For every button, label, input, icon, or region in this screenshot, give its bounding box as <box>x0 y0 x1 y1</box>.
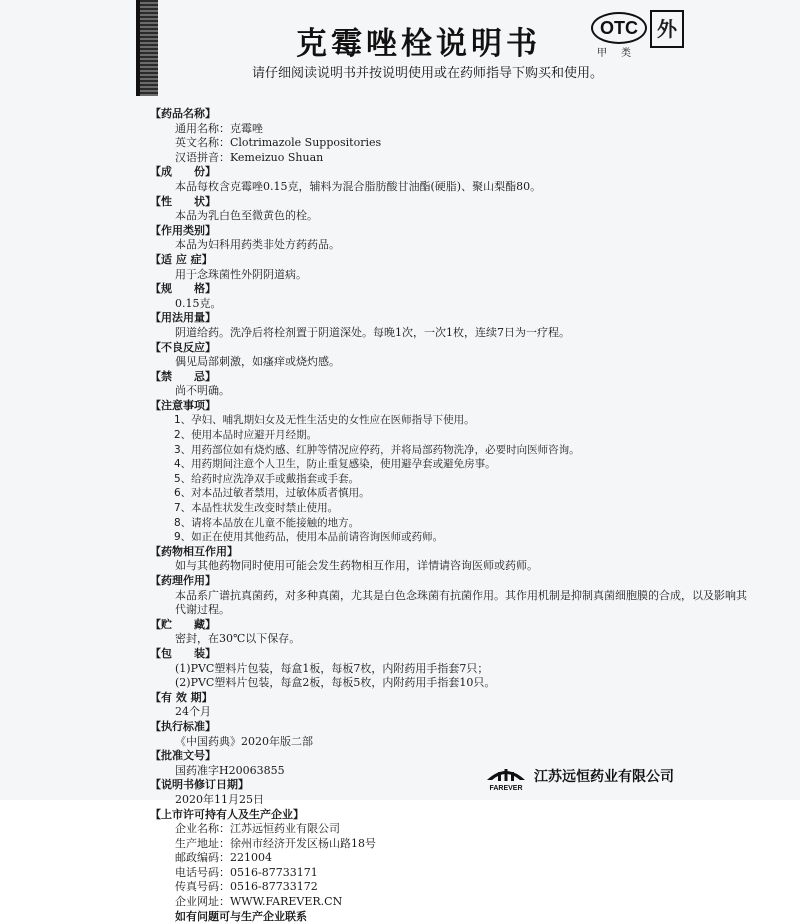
composition-text: 本品每枚含克霉唑0.15克，辅料为混合脂肪酸甘油酯(硬脂)、聚山梨酯80。 <box>175 179 542 193</box>
storage-text: 密封，在30℃以下保存。 <box>175 632 301 646</box>
package-item: (1)PVC塑料片包装，每盒1板，每板7枚，内附药用手指套7只； <box>175 661 489 675</box>
category-text: 本品为妇科用药类非处方药药品。 <box>175 238 340 252</box>
farever-logo-icon <box>484 760 528 792</box>
section-title-notes: 【注意事项】 <box>150 398 216 412</box>
adverse-text: 偶见局部刺激，如瘙痒或烧灼感。 <box>175 355 340 369</box>
name-pinyin: 汉语拼音：Kemeizuo Shuan <box>175 150 324 164</box>
footer-company-name: 江苏远恒药业有限公司 <box>534 769 674 785</box>
section-title-contraindication: 【禁 忌】 <box>150 369 216 383</box>
section-title-indication: 【适 应 症】 <box>150 252 213 266</box>
section-title-approval: 【批准文号】 <box>150 749 216 763</box>
property-text: 本品为乳白色至微黄色的栓。 <box>175 209 318 223</box>
holder-zip: 邮政编码：221004 <box>175 851 272 865</box>
holder-name: 企业名称：江苏远恒药业有限公司 <box>175 822 340 836</box>
note-item: 6、对本品过敏者禁用，过敏体质者慎用。 <box>174 487 370 500</box>
section-title-category: 【作用类别】 <box>150 223 216 237</box>
note-item: 8、请将本品放在儿童不能接触的地方。 <box>174 516 360 529</box>
section-title-adverse: 【不良反应】 <box>150 340 216 354</box>
indication-text: 用于念珠菌性外阴阴道病。 <box>175 267 307 281</box>
external-use-badge: 外 <box>650 10 684 48</box>
otc-badge: OTC <box>591 12 647 44</box>
section-title-revision: 【说明书修订日期】 <box>150 778 249 792</box>
usage-notice: 请仔细阅读说明书并按说明使用或在药师指导下购买和使用。 <box>252 66 604 81</box>
holder-phone: 电话号码：0516-87733171 <box>175 865 318 879</box>
note-item: 2、使用本品时应避开月经期。 <box>174 429 318 442</box>
document-title: 克霉唑栓说明书 <box>296 26 541 62</box>
holder-fax: 传真号码：0516-87733172 <box>175 880 318 894</box>
section-title-pharmacology: 【药理作用】 <box>150 574 216 587</box>
usage-text: 阴道给药。洗净后将栓剂置于阴道深处。每晚1次，一次1枚，连续7日为一疗程。 <box>175 325 570 339</box>
approval-text: 国药准字H20063855 <box>175 763 285 777</box>
section-title-composition: 【成 份】 <box>150 165 216 179</box>
note-item: 5、给药时应洗净双手或戴指套或手套。 <box>174 472 360 485</box>
binding-strip <box>140 0 158 96</box>
section-title-usage: 【用法用量】 <box>150 311 216 325</box>
contraindication-text: 尚不明确。 <box>175 384 230 398</box>
interaction-text: 如与其他药物同时使用可能会发生药物相互作用，详情请咨询医师或药师。 <box>175 559 538 573</box>
holder-website: 企业网址：WWW.FAREVER.CN <box>175 895 343 909</box>
standard-text: 《中国药典》2020年版二部 <box>175 734 313 748</box>
section-title-standard: 【执行标准】 <box>150 719 216 733</box>
section-title-spec: 【规 格】 <box>150 282 216 296</box>
validity-text: 24个月 <box>175 705 211 719</box>
section-title-interaction: 【药物相互作用】 <box>150 544 238 558</box>
logo-text: FAREVER <box>489 785 523 792</box>
section-title-name: 【药品名称】 <box>150 107 216 120</box>
spec-text: 0.15克。 <box>175 296 222 310</box>
pharmacology-text: 本品系广谱抗真菌药，对多种真菌，尤其是白色念珠菌有抗菌作用。其作用机制是抑制真菌细胞膜的合成，以及影响其代谢过程。 <box>175 588 747 617</box>
otc-class-label: 甲类 <box>597 48 645 59</box>
note-item: 7、本品性状发生改变时禁止使用。 <box>174 502 339 515</box>
note-item: 9、如正在使用其他药品，使用本品前请咨询医师或药师。 <box>174 531 444 544</box>
section-title-holder: 【上市许可持有人及生产企业】 <box>150 807 304 821</box>
note-item: 3、用药部位如有烧灼感、红肿等情况应停药，并将局部药物洗净，必要时向医师咨询。 <box>174 443 580 456</box>
section-title-storage: 【贮 藏】 <box>150 617 216 631</box>
contact-note: 如有问题可与生产企业联系 <box>175 909 307 923</box>
name-english: 英文名称：Clotrimazole Suppositories <box>175 136 382 150</box>
instruction-body <box>150 107 750 924</box>
note-item: 1、孕妇、哺乳期妇女及无性生活史的女性应在医师指导下使用。 <box>174 414 475 427</box>
note-item: 4、用药期间注意个人卫生，防止重复感染，使用避孕套或避免房事。 <box>174 458 496 471</box>
revision-text: 2020年11月25日 <box>175 792 264 806</box>
holder-address: 生产地址：徐州市经济开发区杨山路18号 <box>175 836 376 850</box>
section-title-package: 【包 装】 <box>150 646 216 660</box>
section-title-validity: 【有 效 期】 <box>150 690 213 704</box>
name-common: 通用名称：克霉唑 <box>175 121 263 135</box>
package-item: (2)PVC塑料片包装，每盒2板，每板5枚，内附药用手指套10只。 <box>175 676 496 690</box>
section-title-property: 【性 状】 <box>150 194 216 208</box>
